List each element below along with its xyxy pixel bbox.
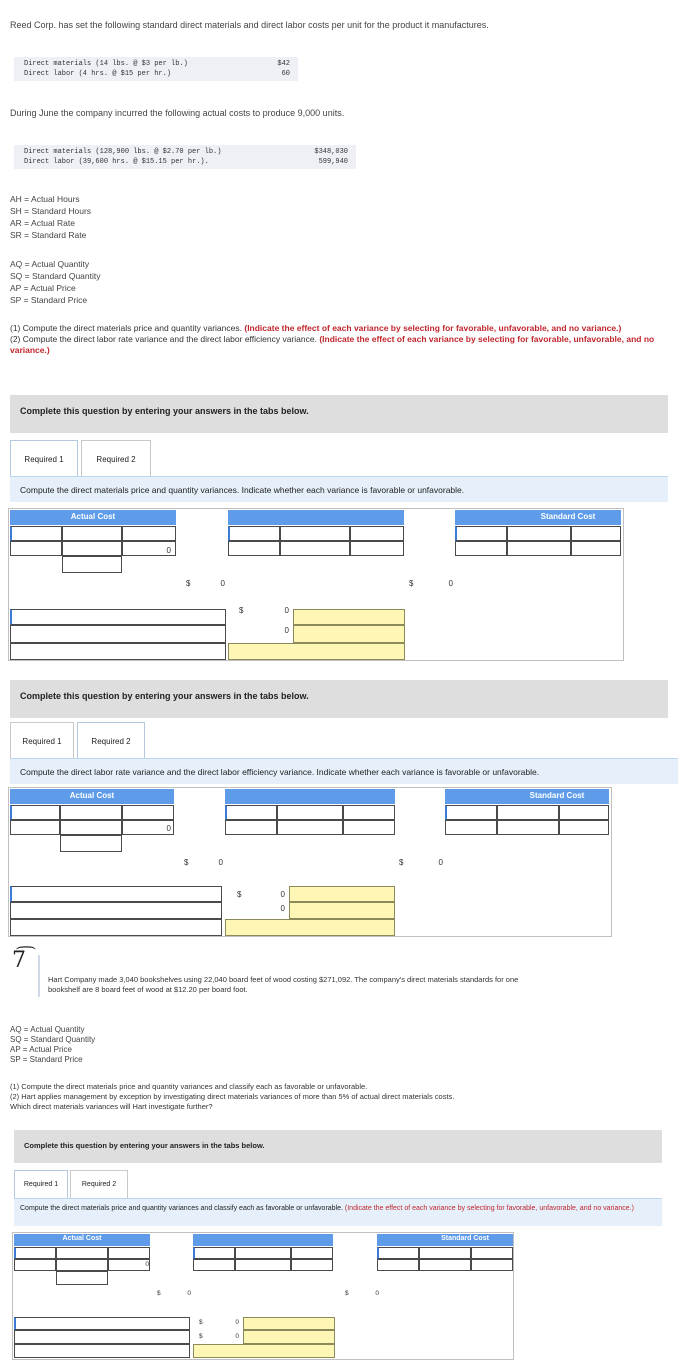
- actual-hours-input[interactable]: [10, 805, 60, 820]
- hart-std-cost-dollar: $: [345, 1290, 349, 1297]
- std-hours-value[interactable]: [445, 820, 497, 835]
- hart-mid-sep[interactable]: [235, 1259, 291, 1271]
- mid-hours-value[interactable]: [225, 820, 277, 835]
- std-materials-amount: $42: [277, 60, 290, 68]
- mid-hours-input[interactable]: [225, 805, 277, 820]
- std-qty-value[interactable]: [455, 541, 507, 556]
- act-materials-amount: $348,030: [314, 148, 348, 156]
- hart-instructions: [10, 1082, 675, 1112]
- hart-actual-cost-dollar: $: [157, 1290, 161, 1297]
- standard-cost-header: Standard Cost: [455, 510, 621, 525]
- hart-prompt: [14, 1198, 662, 1226]
- quote-bar: [38, 955, 40, 997]
- std-cost-total: 0: [438, 858, 443, 867]
- mid-rate-input[interactable]: [343, 805, 395, 820]
- mid-price-input[interactable]: [350, 526, 404, 541]
- hart-price-variance-value: 0: [235, 1319, 239, 1326]
- hart-actual-op-input[interactable]: [56, 1247, 108, 1259]
- legend-item: AR = Actual Rate: [10, 218, 75, 228]
- hart-std-cost-total: 0: [375, 1290, 379, 1297]
- mid-sep[interactable]: [277, 820, 343, 835]
- middle-header: [225, 789, 395, 804]
- hart-q1: (1) Compute the direct materials price and quantity variances and classify each as favorable or unfavorable.: [10, 1082, 368, 1091]
- actual-total-box[interactable]: [60, 835, 122, 852]
- actual-sep[interactable]: [62, 541, 122, 556]
- tab-required-1[interactable]: [10, 722, 74, 758]
- mid-sep[interactable]: [280, 541, 350, 556]
- actual-cost-header: Actual Cost: [10, 789, 174, 804]
- mid-qty-value[interactable]: [228, 541, 280, 556]
- hart-price-dollar: $: [199, 1319, 203, 1326]
- legend-item: SQ = Standard Quantity: [10, 1035, 96, 1044]
- banner-text: Complete this question by entering your answers in the tabs below.: [24, 1141, 265, 1150]
- actual-price-input[interactable]: [122, 526, 176, 541]
- efficiency-variance-value: 0: [280, 904, 285, 913]
- actual-cost-dollar: $: [186, 579, 191, 588]
- actual-cost-dollar: $: [184, 858, 189, 867]
- std-materials-label: Direct materials (14 lbs. @ $3 per lb.): [24, 60, 188, 68]
- efficiency-variance-label-input[interactable]: [10, 902, 222, 919]
- q2-note: (Indicate the effect of each variance by selecting for favorable, unfavorable, and no variance.): [10, 334, 655, 355]
- mid-cost-total: 0: [284, 606, 289, 615]
- actual-costs-intro: During June the company incurred the following actual costs to produce 9,000 units.: [10, 108, 345, 118]
- act-labor-amount: 599,940: [318, 158, 348, 166]
- legend-item: SR = Standard Rate: [10, 230, 87, 240]
- section2-prompt: [10, 758, 678, 784]
- complete-banner-1: [10, 395, 668, 433]
- complete-banner-2: [10, 680, 668, 718]
- mid-cost-total: 0: [280, 890, 285, 899]
- hart-mid-op-input[interactable]: [235, 1247, 291, 1259]
- materials-legend: [10, 258, 100, 306]
- std-cost-dollar: $: [409, 579, 414, 588]
- mid-qty-input[interactable]: [228, 526, 280, 541]
- legend-item: AH = Actual Hours: [10, 194, 80, 204]
- mid-cost-dollar: $: [239, 606, 244, 615]
- rate-variance-label-input[interactable]: [10, 886, 222, 902]
- act-materials-label: Direct materials (128,900 lbs. @ $2.70 per lb.): [24, 148, 222, 156]
- std-qty-input[interactable]: [455, 526, 507, 541]
- actual-cost-total: 0: [220, 579, 225, 588]
- price-variance-label-input[interactable]: [10, 609, 226, 625]
- hart-std-qty-value[interactable]: [377, 1259, 419, 1271]
- actual-hours-value[interactable]: [10, 820, 60, 835]
- hart-mid-price-input[interactable]: [291, 1247, 333, 1259]
- std-price-input[interactable]: [571, 526, 621, 541]
- legend-item: AP = Actual Price: [10, 1045, 72, 1054]
- actual-cost-header: Actual Cost: [10, 510, 176, 525]
- hart-q3: Which direct materials variances will Hart investigate further?: [10, 1102, 213, 1111]
- tab-label: Required 1: [22, 737, 62, 746]
- q1-note: (Indicate the effect of each variance by selecting for favorable, unfavorable, and no variance.): [244, 323, 622, 333]
- legend-item: AP = Actual Price: [10, 283, 76, 293]
- hart-actual-sep[interactable]: [56, 1259, 108, 1271]
- price-variance-select[interactable]: [293, 609, 405, 625]
- actual-sep[interactable]: [60, 820, 122, 835]
- std-cost-dollar: $: [399, 858, 404, 867]
- actual-op-input[interactable]: [60, 805, 122, 820]
- hart-complete-banner: [14, 1130, 662, 1163]
- mid-cost-dollar: $: [237, 890, 242, 899]
- actual-cost-header: Actual Cost: [14, 1234, 150, 1246]
- legend-item: AQ = Actual Quantity: [10, 259, 90, 269]
- q2-text: (2) Compute the direct labor rate variance and the direct labor efficiency variance.: [10, 334, 317, 344]
- hart-variance-grid: [12, 1232, 514, 1360]
- standard-costs-table: [14, 57, 298, 81]
- std-rate-value[interactable]: [559, 820, 609, 835]
- banner-text: Complete this question by entering your answers in the tabs below.: [20, 406, 309, 416]
- total-variance-select[interactable]: [228, 643, 405, 660]
- problem-intro: Reed Corp. has set the following standard direct materials and direct labor costs per unit for the product it manufactures.: [10, 20, 489, 30]
- prompt-text: Compute the direct materials price and quantity variances. Indicate whether each variance is favorable or unfavorable.: [20, 485, 465, 495]
- act-labor-label: Direct labor (39,600 hrs. @ $15.15 per hr.).: [24, 158, 209, 166]
- hart-q2: (2) Hart applies management by exception by investigating direct materials variances of more than 5% of actual direct materials costs.: [10, 1092, 455, 1101]
- actual-row-total: 0: [166, 824, 171, 833]
- std-cost-total: 0: [448, 579, 453, 588]
- mid-price-value[interactable]: [350, 541, 404, 556]
- legend-item: AQ = Actual Quantity: [10, 1025, 85, 1034]
- actual-op-input[interactable]: [62, 526, 122, 541]
- hart-problem: Hart Company made 3,040 bookshelves using 22,040 board feet of wood costing $271,092. The company's direct materials standards for one bookshelf are 8 board feet of wood at $12.20 per board foot.: [48, 975, 519, 994]
- hart-mid-price-value[interactable]: [291, 1259, 333, 1271]
- banner-text: Complete this question by entering your answers in the tabs below.: [20, 691, 309, 701]
- hart-actual-price-input[interactable]: [108, 1247, 150, 1259]
- actual-row-total: 0: [166, 546, 171, 555]
- middle-header: [193, 1234, 333, 1246]
- hart-std-op-input[interactable]: [419, 1247, 471, 1259]
- actual-cost-total: 0: [218, 858, 223, 867]
- hart-price-variance-select[interactable]: [243, 1317, 335, 1330]
- standard-cost-header: Standard Cost: [377, 1234, 513, 1246]
- std-labor-amount: 60: [281, 70, 290, 78]
- actual-total-box[interactable]: [62, 556, 122, 573]
- hart-actual-row-total: 0: [145, 1261, 149, 1268]
- materials-variance-grid: [8, 508, 624, 661]
- prompt-note: (Indicate the effect of each variance by selecting for favorable, unfavorable, and no variance.): [344, 1205, 634, 1212]
- hart-mid-qty-value[interactable]: [193, 1259, 235, 1271]
- std-op-input[interactable]: [507, 526, 571, 541]
- total-variance-select[interactable]: [225, 919, 395, 936]
- std-sep[interactable]: [497, 820, 559, 835]
- hart-quantity-variance-value: 0: [235, 1333, 239, 1340]
- mid-op-input[interactable]: [277, 805, 343, 820]
- tab-label: Required 1: [24, 455, 64, 464]
- std-labor-label: Direct labor (4 hrs. @ $15 per hr.): [24, 70, 172, 78]
- std-hours-input[interactable]: [445, 805, 497, 820]
- actual-qty-input[interactable]: [10, 526, 62, 541]
- std-sep[interactable]: [507, 541, 571, 556]
- mid-rate-value[interactable]: [343, 820, 395, 835]
- section1-prompt: [10, 476, 668, 502]
- rate-variance-select[interactable]: [289, 886, 395, 902]
- labor-legend: [10, 193, 91, 241]
- legend-item: SP = Standard Price: [10, 1055, 83, 1064]
- hart-tab-required-2[interactable]: [70, 1170, 128, 1198]
- hart-quantity-variance-select[interactable]: [243, 1330, 335, 1344]
- total-variance-label-input[interactable]: [10, 919, 222, 936]
- total-variance-label-input[interactable]: [10, 643, 226, 660]
- prompt-text: Compute the direct materials price and quantity variances and classify each as favorable or unfavorable.: [20, 1205, 343, 1212]
- actual-rate-input[interactable]: [122, 805, 174, 820]
- tab-required-1[interactable]: [10, 440, 78, 476]
- tab-label: Required 1: [23, 1181, 59, 1188]
- hart-std-price-input[interactable]: [471, 1247, 513, 1259]
- tab-label: Required 2: [96, 455, 136, 464]
- actual-costs-table: [14, 145, 356, 169]
- handwritten-mark: 7͡: [12, 948, 26, 973]
- std-op-input[interactable]: [497, 805, 559, 820]
- tab-label: Required 2: [81, 1181, 117, 1188]
- q1-text: (1) Compute the direct materials price and quantity variances.: [10, 323, 242, 333]
- prompt-text: Compute the direct labor rate variance and the direct labor efficiency variance. Indicate whether each variance is favorable or unfavorable.: [20, 767, 540, 777]
- hart-total-variance-select[interactable]: [193, 1344, 335, 1358]
- hart-tab-required-1[interactable]: [14, 1170, 68, 1198]
- efficiency-variance-select[interactable]: [289, 902, 395, 919]
- hart-total-variance-label-input[interactable]: [14, 1344, 190, 1358]
- hart-mid-qty-input[interactable]: [193, 1247, 235, 1259]
- quantity-variance-label-input[interactable]: [10, 625, 226, 643]
- hart-actual-qty-value[interactable]: [14, 1259, 56, 1271]
- hart-actual-cost-total: 0: [187, 1290, 191, 1297]
- quantity-variance-value: 0: [284, 626, 289, 635]
- legend-item: SQ = Standard Quantity: [10, 271, 101, 281]
- tab-required-2[interactable]: [81, 440, 151, 476]
- hart-quantity-variance-label-input[interactable]: [14, 1330, 190, 1344]
- hart-std-qty-input[interactable]: [377, 1247, 419, 1259]
- hart-std-price-value[interactable]: [471, 1259, 513, 1271]
- hart-std-sep[interactable]: [419, 1259, 471, 1271]
- legend-item: SH = Standard Hours: [10, 206, 92, 216]
- legend-item: SP = Standard Price: [10, 295, 88, 305]
- quantity-variance-select[interactable]: [293, 625, 405, 643]
- hart-actual-total-box[interactable]: [56, 1271, 108, 1285]
- tab-label: Required 2: [91, 737, 131, 746]
- tab-required-2[interactable]: [77, 722, 145, 758]
- question-instructions: [10, 323, 670, 356]
- std-rate-input[interactable]: [559, 805, 609, 820]
- hart-price-variance-label-input[interactable]: [14, 1317, 190, 1330]
- hart-actual-qty-input[interactable]: [14, 1247, 56, 1259]
- hart-legend: [10, 1025, 95, 1065]
- standard-cost-header: Standard Cost: [445, 789, 609, 804]
- actual-qty-value[interactable]: [10, 541, 62, 556]
- middle-header: [228, 510, 404, 525]
- std-price-value[interactable]: [571, 541, 621, 556]
- mid-op-input[interactable]: [280, 526, 350, 541]
- hart-quantity-dollar: $: [199, 1333, 203, 1340]
- labor-variance-grid: [8, 787, 612, 937]
